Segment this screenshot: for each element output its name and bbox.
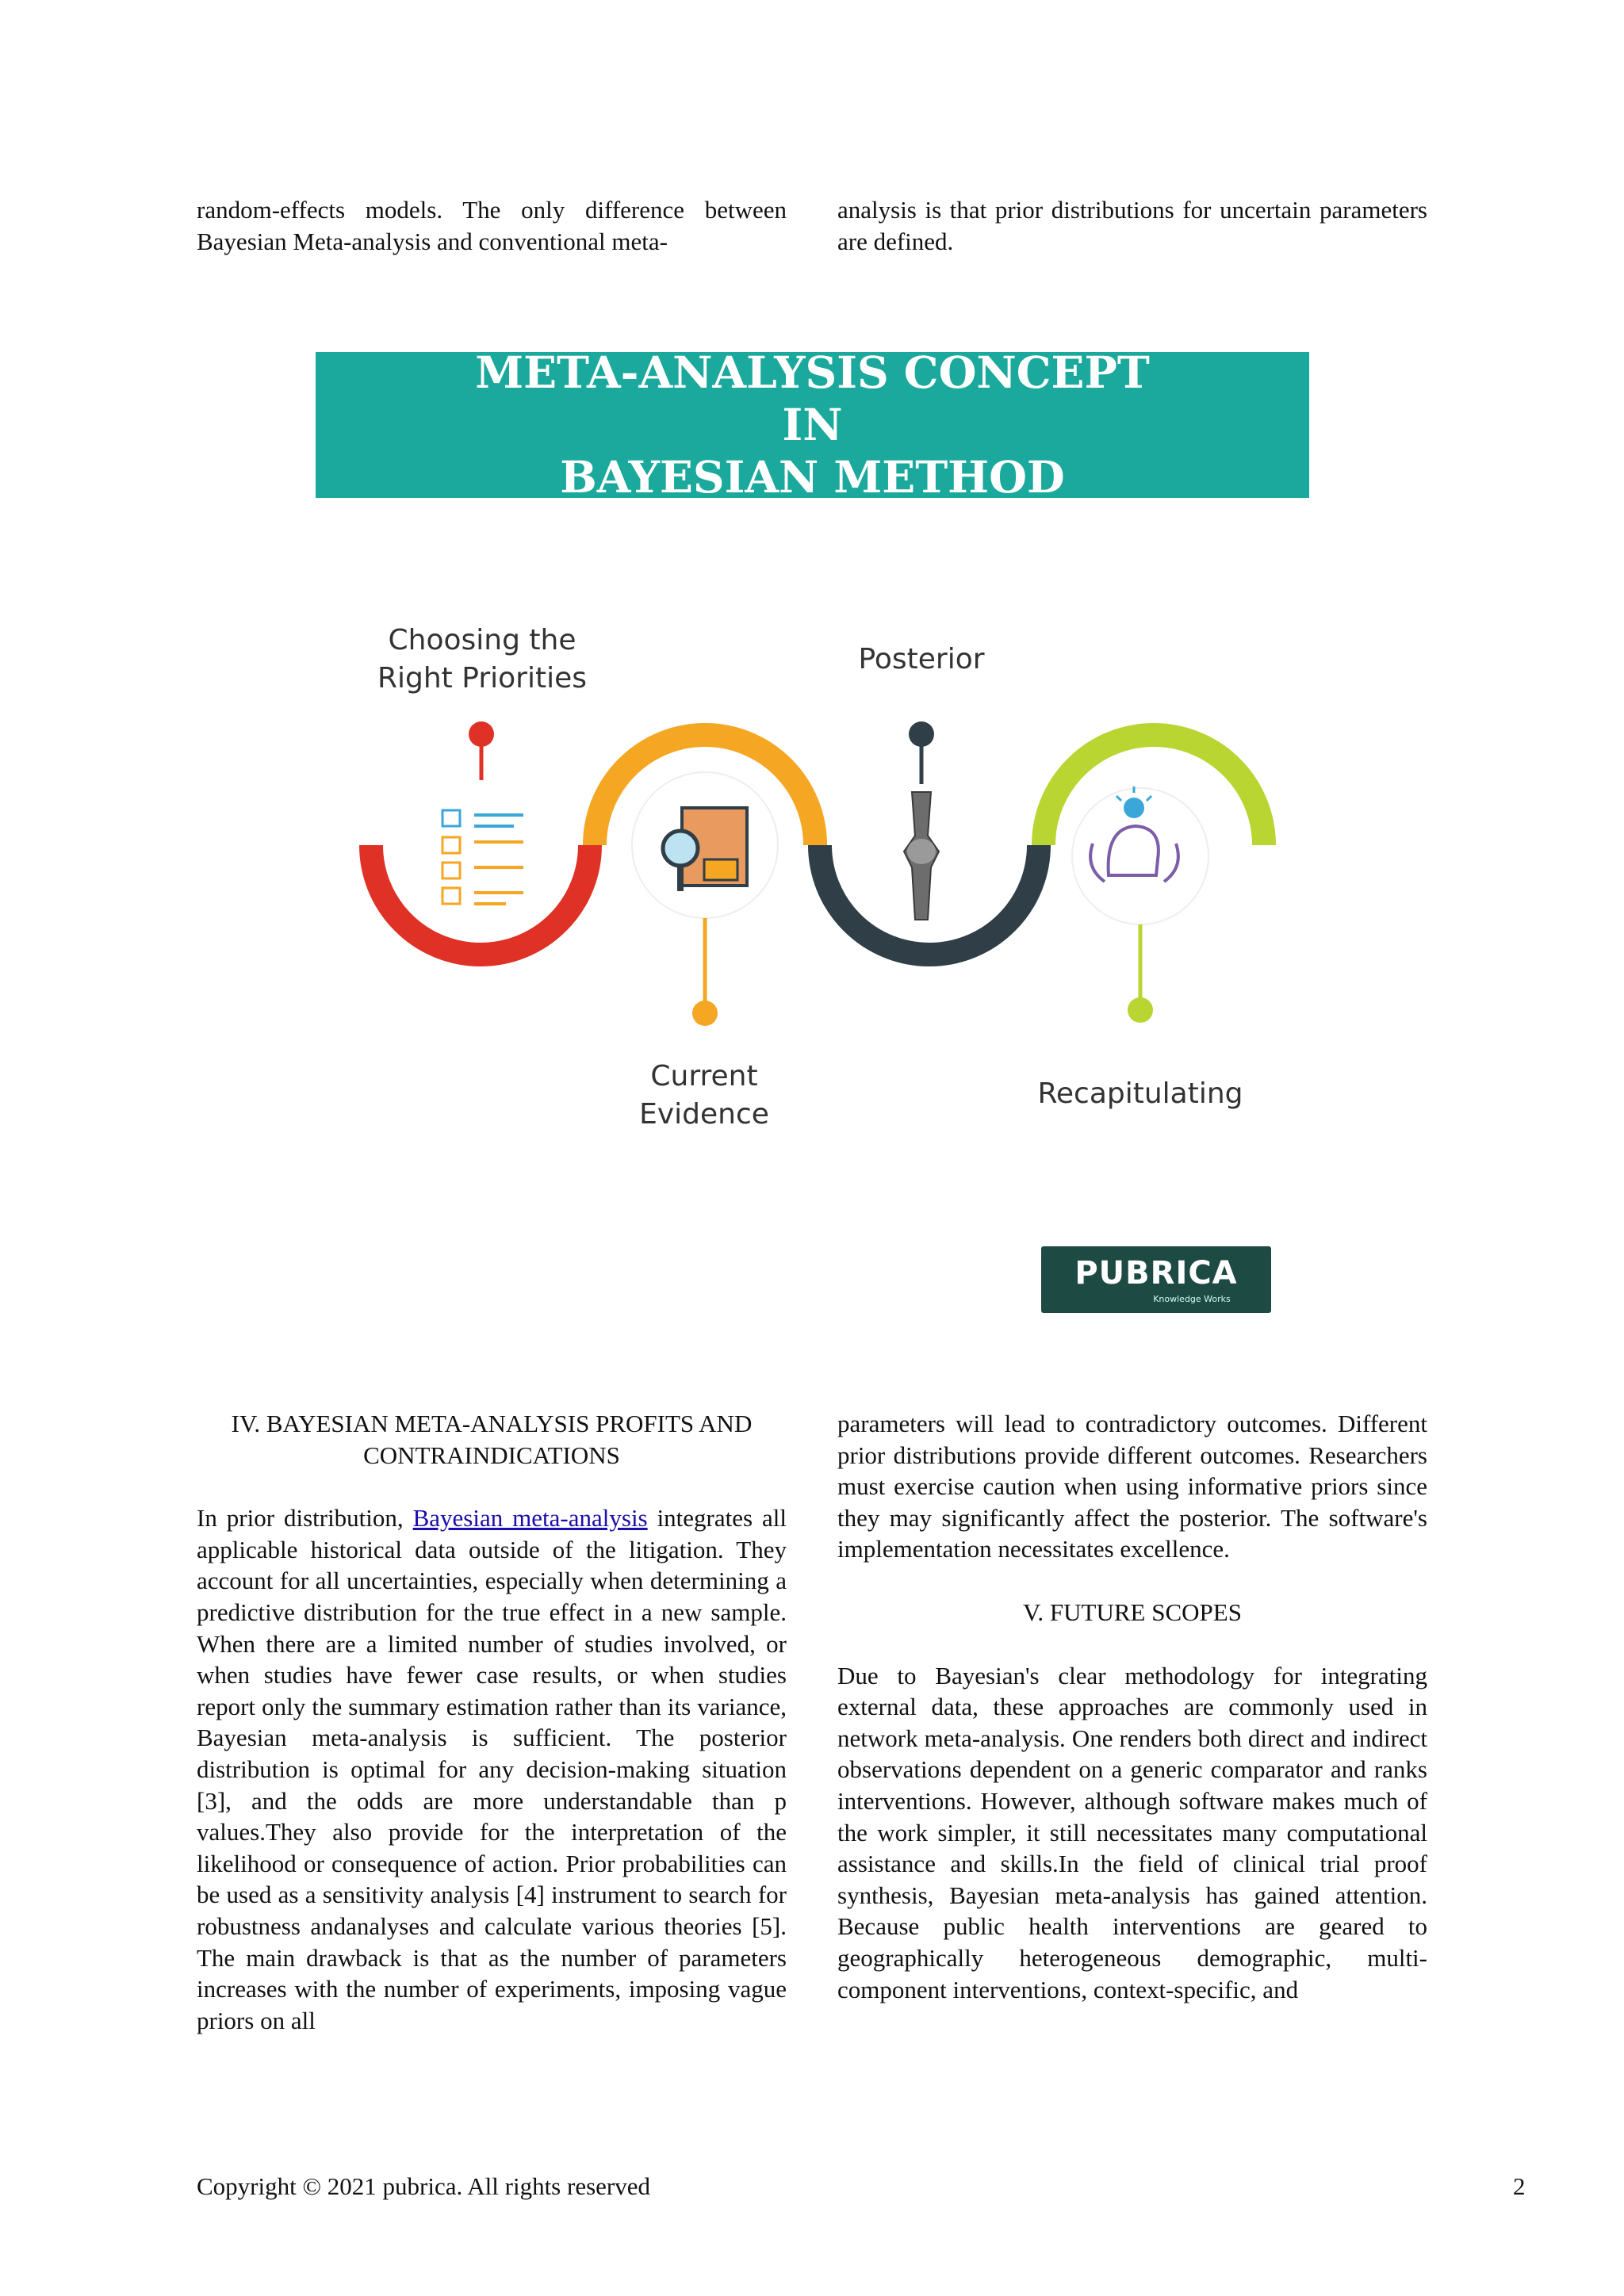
infographic-title: META-ANALYSIS CONCEPT IN BAYESIAN METHOD — [475, 346, 1150, 503]
step-2-label: Current Evidence — [639, 1060, 769, 1131]
right-column — [837, 1408, 1427, 2005]
knee-joint-icon — [904, 792, 939, 920]
top-left-text: random-effects models. The only difference between Bayesian Meta-analysis and conventional meta- — [197, 196, 787, 255]
step-3-label: Posterior — [858, 643, 985, 675]
step-1-arc — [371, 845, 590, 955]
section-4-text-start: In prior distribution, — [197, 1504, 413, 1533]
top-right-paragraph — [837, 194, 1427, 257]
section-4-column — [197, 1408, 787, 2036]
process-diagram — [316, 352, 1309, 1319]
step-3-dot — [909, 721, 934, 747]
step-2-dot — [692, 1001, 718, 1026]
section-4-continued: parameters will lead to contradictory outcomes. Different prior distributions provide different outcomes. Researchers must exercise caution when using informative priors since they may significantly affect the posterior. The software's implementation necessitates excellence. — [837, 1410, 1427, 1563]
step-1-dot — [469, 721, 494, 747]
checklist-icon — [442, 810, 523, 904]
section-4-paragraph — [197, 1502, 787, 2036]
step-1-label: Choosing the Right Priorities — [377, 624, 587, 695]
section-5-paragraph: Due to Bayesian's clear methodology for integrating external data, these approaches are commonly used in network meta-analysis. One renders both direct and indirect observations dependent on a generic comparator and ranks interventions. However, although software makes much of the work simpler, it still necessitates many computational assistance and skills.In the field of clinical trial proof synthesis, Bayesian meta-analysis has gained attention. Because public health interventions are geared to geographically heterogeneous demographic, multi-component interventions, context-specific, and — [837, 1661, 1427, 2003]
footer-copyright: Copyright © 2021 pubrica. All rights reserved — [197, 2172, 650, 2200]
infographic — [316, 346, 1309, 1319]
logo-tagline: Knowledge Works — [1153, 1294, 1231, 1304]
page-number: 2 — [1513, 2172, 1526, 2200]
section-5-heading: V. FUTURE SCOPES — [1023, 1598, 1242, 1626]
step-4-label: Recapitulating — [1037, 1077, 1243, 1110]
top-left-paragraph — [197, 194, 787, 257]
section-4-text-rest: integrates all applicable historical data outside of the litigation. They account for all uncertainties, especially when determining a predictive distribution for the true effect in a new sample. When there are a limited number of studies involved, or when studies have fewer case results, or when studies report only the summary estimation rather than its variance, Bayesian meta-analysis is sufficient. The posterior distribution is optimal for any decision-making situation [3], and the odds are more understandable than p values.They also provide for the interpretation of the likelihood or consequence of action. Prior probabilities can be used as a sensitivity analysis [4] instrument to search for robustness andanalyses and calculate various theories [5]. The main drawback is that as the number of parameters increases with the number of experiments, imposing vague priors on all — [197, 1504, 787, 2034]
pubrica-logo — [1041, 1246, 1271, 1313]
top-right-text: analysis is that prior distributions for uncertain parameters are defined. — [837, 196, 1427, 255]
step-4-dot — [1128, 997, 1153, 1023]
bayesian-meta-analysis-link[interactable]: Bayesian meta-analysis — [412, 1504, 648, 1533]
section-4-heading: IV. BAYESIAN META-ANALYSIS PROFITS AND CONTRAINDICATIONS — [231, 1410, 753, 1469]
logo-name: PUBRICA — [1074, 1255, 1238, 1292]
